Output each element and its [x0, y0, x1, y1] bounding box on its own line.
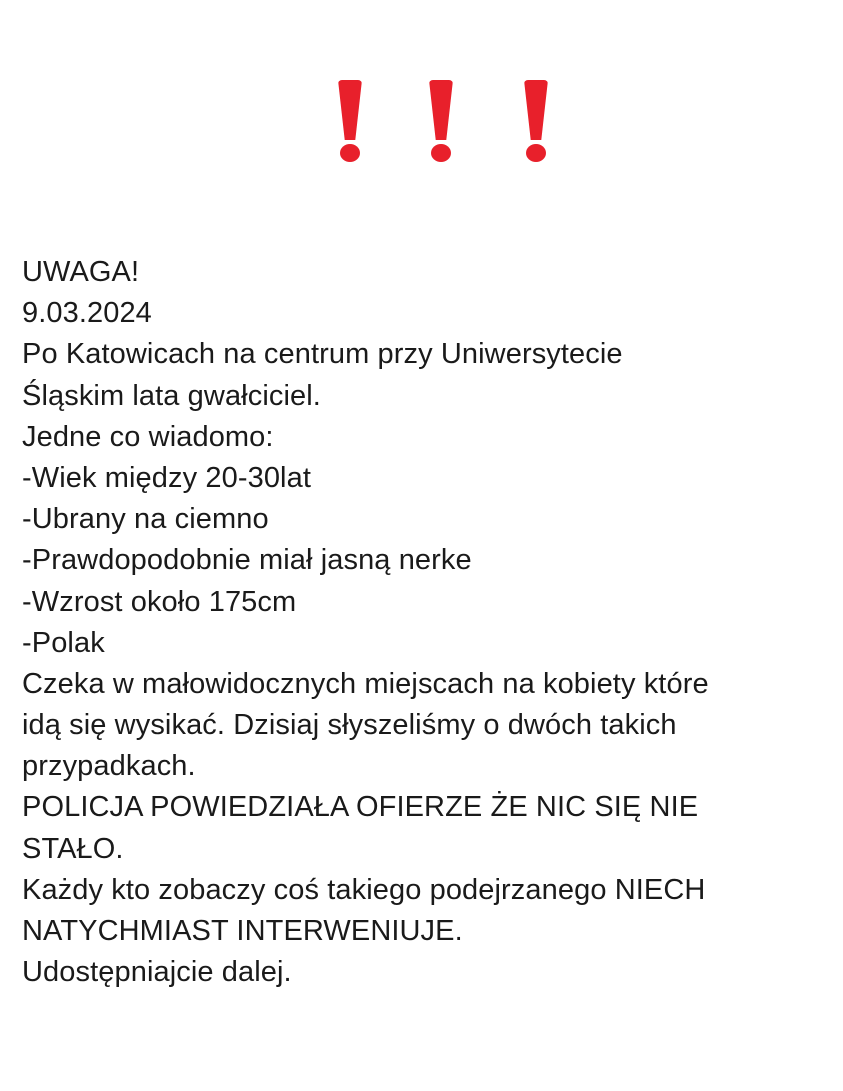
message-line: Śląskim lata gwałciciel.	[22, 379, 321, 412]
message-line: NATYCHMIAST INTERWENIUJE.	[22, 915, 463, 947]
message-date: 9.03.2024	[22, 297, 152, 330]
message-line: Jedne co wiadomo:	[22, 420, 274, 453]
exclamation-icon	[423, 80, 459, 170]
message-line: -Polak	[22, 626, 105, 659]
message-line: -Wiek między 20-30lat	[22, 461, 311, 494]
message-line: idą się wysikać. Dzisiaj słyszeliśmy o dwóch takich	[22, 709, 677, 742]
message-line: Po Katowicach na centrum przy Uniwersytecie	[22, 338, 623, 371]
exclamation-icon	[332, 80, 368, 170]
message-line: Każdy kto zobaczy coś takiego podejrzanego NIECH	[22, 873, 706, 906]
message-heading: UWAGA!	[22, 256, 140, 288]
exclamation-icon	[518, 80, 554, 170]
message-line: -Ubrany na ciemno	[22, 503, 269, 536]
message-line: Czeka w małowidocznych miejscach na kobiety które	[22, 667, 709, 700]
message-line: Udostępniajcie dalej.	[22, 956, 292, 989]
message-line: -Prawdopodobnie miał jasną nerke	[22, 544, 472, 577]
message-line: STAŁO.	[22, 832, 124, 865]
message-line: -Wzrost około 175cm	[22, 585, 297, 618]
message-line: POLICJA POWIEDZIAŁA OFIERZE ŻE NIC SIĘ NIE	[22, 791, 699, 824]
message-body	[22, 252, 843, 993]
exclamation-header	[0, 70, 843, 170]
message-line: przypadkach.	[22, 750, 196, 783]
